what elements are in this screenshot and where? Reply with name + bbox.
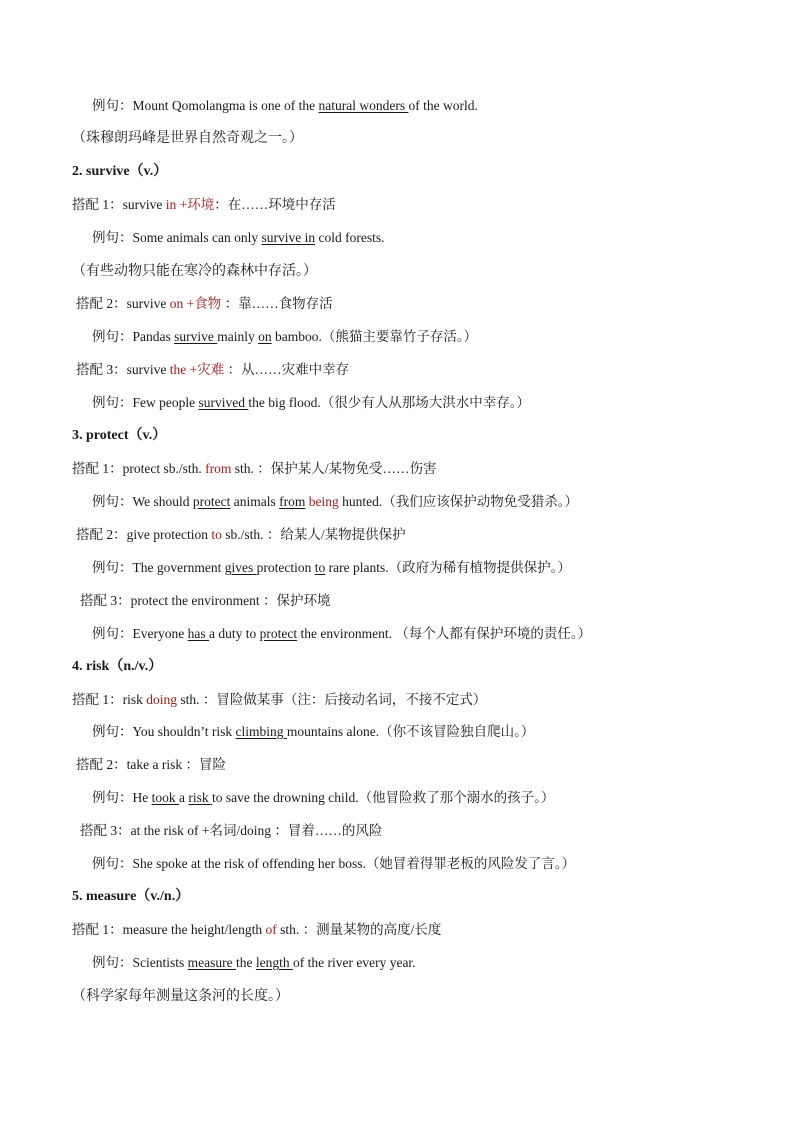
example-text: 例句：Scientists [92,955,188,970]
collocation-1 [72,920,441,940]
collocation-text: sb./sth. ：给某人/某物提供保护 [221,527,406,542]
example-sentence [92,722,534,742]
example-sentence [92,624,591,644]
example-text: rare plants.（政府为稀有植物提供保护。） [325,560,571,575]
collocation-keyword: to [211,527,222,542]
collocation-text: 搭配 1：protect sb./sth. [72,461,206,476]
underlined-word: climbing [235,724,287,739]
example-text: of the world. [408,98,478,113]
example-text: a duty to [208,626,260,641]
example-text: cold forests. [315,230,385,245]
example-text: 例句：He [92,790,152,805]
translation: （科学家每年测量这条河的长度。） [72,988,289,1004]
collocation-text: 搭配 3：survive [76,362,170,377]
collocation-text: ：在……环境中存活 [214,197,336,212]
underlined-word: survive [174,329,218,344]
underlined-word: from [279,494,306,509]
example-text: animals [230,494,280,509]
example-sentence: 例句：She spoke at the risk of offending her boss.（她冒着得罪老板的风险发了言。） [92,856,576,871]
collocation-keyword: from [205,461,232,476]
example-text: 例句：Few people [92,395,199,410]
example-text: protection [256,560,315,575]
example-text: of the river every year. [293,955,416,970]
collocation-2: 搭配 2：take a risk ：冒险 [76,757,226,772]
example-text: 例句：Everyone [92,626,188,641]
collocation-3: 搭配 3：at the risk of +名词/doing ：冒着……的风险 [80,823,383,838]
collocation-keyword: in +环境 [165,197,215,212]
collocation-text: sth. ：冒险做某事（注：后接动名词，不接不定式） [177,692,487,707]
collocation-text: 搭配 2：survive [76,296,170,311]
example-text: 例句：Some animals can only [92,230,262,245]
underlined-word: risk [188,790,213,805]
example-text: 例句：You shouldn’t risk [92,724,236,739]
collocation-text: ：靠……食物存活 [221,296,333,311]
underlined-word: length [255,955,293,970]
collocation-text: sth. ：保护某人/某物免受……伤害 [231,461,437,476]
underlined-phrase: natural wonders [318,98,409,113]
translation: （有些动物只能在寒冷的森林中存活。） [72,263,317,279]
underlined-word: gives [224,560,257,575]
underlined-word: protect [192,494,231,509]
example-sentence [92,558,571,578]
collocation-3: 搭配 3：protect the environment ：保护环境 [80,593,331,608]
section-heading-protect: 3. protect（v.） [72,428,167,443]
underlined-word: measure [187,955,236,970]
underlined-word: to [314,560,326,575]
example-text: mainly [217,329,259,344]
collocation-2 [76,525,406,545]
section-heading-measure: 5. measure（v./n.） [72,889,190,904]
example-text: a [179,790,189,805]
collocation-text: ：从……灾难中幸存 [224,362,350,377]
example-text: 例句：We should [92,494,193,509]
collocation-1 [72,459,437,479]
example-sentence [92,393,530,413]
underlined-word: on [258,329,272,344]
example-text: to save the drowning child.（他冒险救了那个溺水的孩子。） [212,790,555,805]
collocation-text: 搭配 1：measure the height/length [72,922,266,937]
underlined-word: survived [198,395,249,410]
collocation-text: 搭配 1：survive [72,197,166,212]
example-text: mountains alone.（你不该冒险独自爬山。） [286,724,535,739]
collocation-text: sth. ：测量某物的高度/长度 [276,922,442,937]
collocation-keyword: doing [146,692,178,707]
section-heading-survive: 2. survive（v.） [72,164,168,179]
collocation-2 [76,294,333,314]
collocation-keyword: of [265,922,277,937]
underlined-word: protect [259,626,298,641]
example-text: hunted.（我们应该保护动物免受猎杀。） [338,494,579,509]
example-sentence [92,96,478,116]
example-sentence [92,953,416,973]
example-sentence [92,228,384,248]
example-text: 例句：Pandas [92,329,175,344]
example-sentence [92,327,477,347]
translation: （珠穆朗玛峰是世界自然奇观之一。） [72,130,303,146]
underlined-word: has [187,626,209,641]
example-sentence [92,492,578,512]
example-text: 例句：The government [92,560,225,575]
example-text: 例句：Mount Qomolangma is one of the [92,98,319,113]
example-sentence [92,788,554,808]
example-text: the big flood.（很少有人从那场大洪水中幸存。） [248,395,530,410]
underlined-word: took [151,790,180,805]
example-text: bamboo.（熊猫主要靠竹子存活。） [271,329,478,344]
section-heading-risk: 4. risk（n./v.） [72,659,163,674]
collocation-3 [76,360,349,380]
example-text: the [236,955,256,970]
underlined-phrase: survive in [261,230,316,245]
highlighted-word: being [308,494,339,509]
collocation-1 [72,195,336,215]
example-text: the environment. （每个人都有保护环境的责任。） [297,626,592,641]
collocation-keyword: on +食物 [169,296,222,311]
collocation-text: 搭配 1：risk [72,692,147,707]
collocation-1 [72,690,486,710]
collocation-keyword: the +灾难 [169,362,225,377]
collocation-text: 搭配 2：give protection [76,527,212,542]
